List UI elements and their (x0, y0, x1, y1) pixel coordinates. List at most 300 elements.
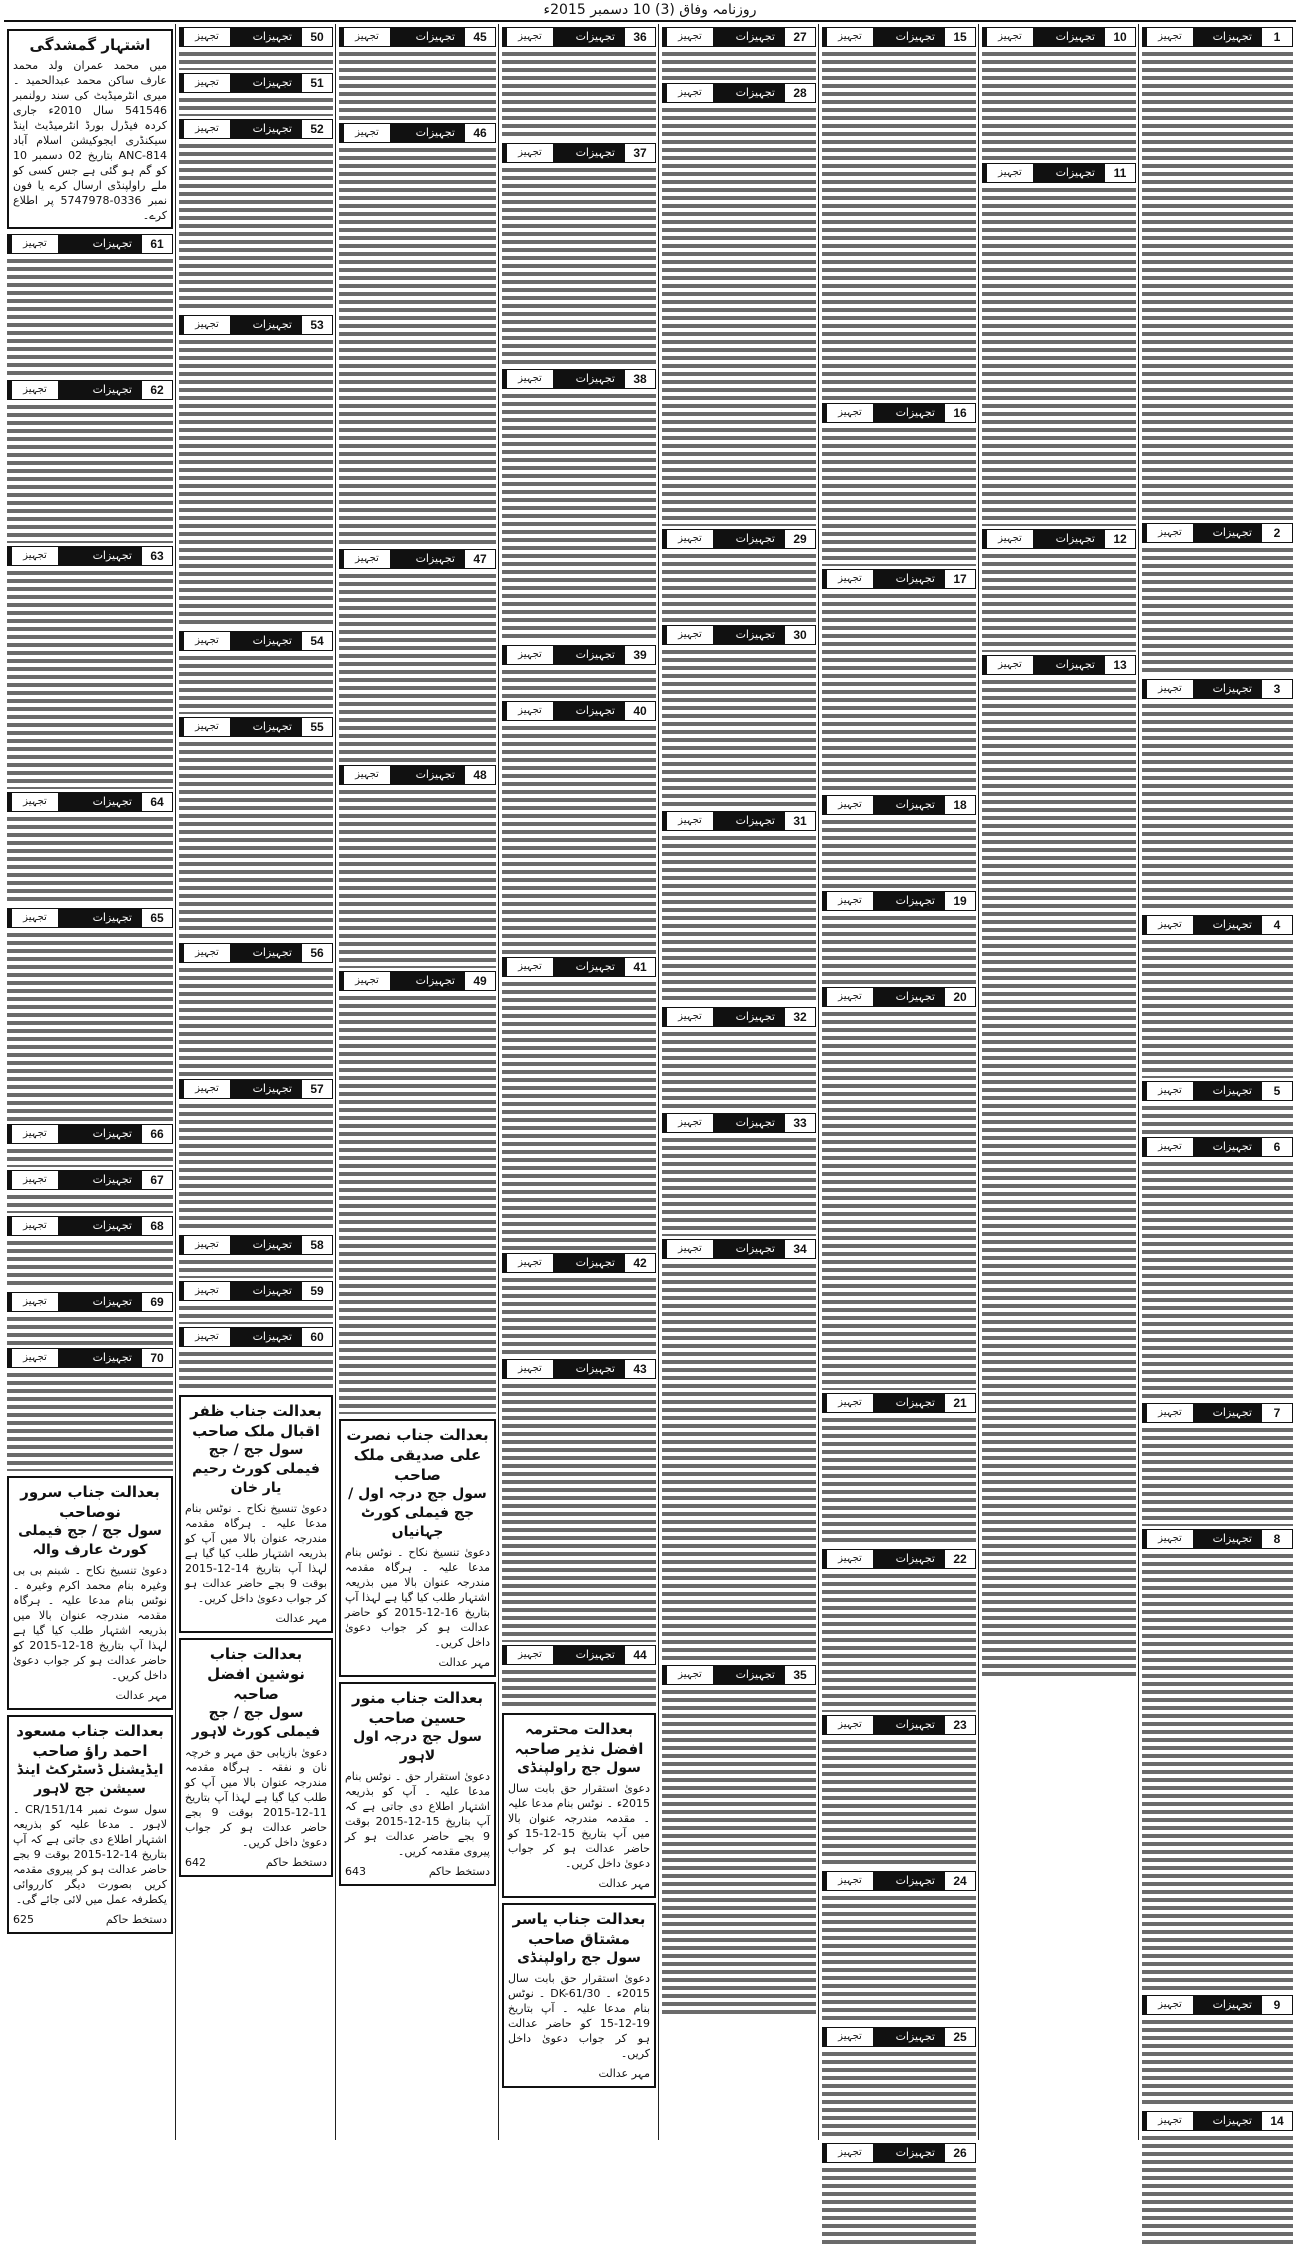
ad-number: 25 (945, 2028, 975, 2046)
ad-body-text (822, 1010, 976, 1390)
ad-heading-14 (1142, 2111, 1293, 2131)
ad-heading-16 (822, 403, 976, 423)
ad-heading-label: تجہیزات (735, 1242, 775, 1255)
ad-body-text (662, 1262, 816, 1662)
court-notice-signature (185, 1610, 327, 1627)
ad-number: 31 (785, 812, 815, 830)
court-notice (502, 1903, 656, 2088)
court-notice-court: سول جج / جج فیملی کورٹ عارف والہ (18, 1523, 162, 1558)
court-notice-title: بعدالت جناب یاسر مشتاق صاحب (512, 1910, 646, 1948)
ad-heading-tag: تجہیز (344, 28, 390, 46)
ad-body-text (662, 106, 816, 526)
court-notice-sign: دستخط حاکم (265, 1856, 327, 1869)
ad-heading-label: تجہیزات (735, 1010, 775, 1023)
ad-heading-tag: تجہیز (1147, 1404, 1193, 1422)
ad-number: 8 (1262, 1530, 1292, 1548)
ad-heading-tag: تجہیز (1147, 1138, 1193, 1156)
column-1 (1138, 24, 1296, 2140)
court-notice-sign: مہر عدالت (598, 2067, 650, 2080)
ad-heading-55 (179, 717, 333, 737)
court-notice-signature (345, 1863, 490, 1880)
ad-heading-label: تجہیزات (1212, 2114, 1252, 2127)
ad-heading-tag: تجہیز (987, 164, 1033, 182)
ad-heading-tag: تجہیز (827, 2144, 873, 2162)
ad-heading-label: تجہیزات (92, 383, 132, 396)
ad-heading-12 (982, 529, 1136, 549)
court-notice-court: سول جج راولپنڈی (517, 1760, 641, 1776)
ad-body-text (502, 1382, 656, 1642)
court-notice-signature (508, 1875, 650, 1892)
ad-heading-label: تجہیزات (92, 1127, 132, 1140)
ad-heading-tag: تجہیز (827, 892, 873, 910)
ad-heading-66 (7, 1124, 173, 1144)
court-notice-signature (508, 2065, 650, 2082)
ad-heading-tag: تجہیز (507, 144, 553, 162)
ad-heading-50 (179, 27, 333, 47)
ad-heading-tag: تجہیز (987, 28, 1033, 46)
ad-number: 22 (945, 1550, 975, 1568)
ad-number: 45 (465, 28, 495, 46)
ad-heading-label: تجہیزات (252, 122, 292, 135)
ad-heading-tag: تجہیز (667, 626, 713, 644)
court-notice-court: ایڈیشنل ڈسٹرکٹ اینڈ سیشن جج لاہور (16, 1762, 164, 1797)
ad-heading-tag: تجہیز (344, 972, 390, 990)
ad-heading-label: تجہیزات (1212, 918, 1252, 931)
ad-heading-label: تجہیزات (252, 1082, 292, 1095)
ad-heading-label: تجہیزات (735, 532, 775, 545)
court-notice-title: بعدالت جناب منور حسین صاحب (352, 1689, 483, 1727)
ad-number: 7 (1262, 1404, 1292, 1422)
ad-number: 34 (785, 1240, 815, 1258)
ad-body-text (822, 2166, 976, 2246)
ad-body-text (502, 1668, 656, 1708)
ad-heading-label: تجہیزات (895, 990, 935, 1003)
ad-body-text (502, 980, 656, 1250)
ad-heading-tag: تجہیز (184, 718, 230, 736)
column-4 (658, 24, 819, 2140)
ad-heading-tag: تجہیز (12, 909, 58, 927)
court-notice-number: 642 (185, 1856, 206, 1869)
ad-heading-label: تجہیزات (92, 911, 132, 924)
ad-body-text (7, 257, 173, 377)
court-notice-sign: مہر عدالت (115, 1689, 167, 1702)
ad-body-text (339, 50, 496, 120)
ad-heading-11 (982, 163, 1136, 183)
court-notice-body: دعویٰ تنسیخ نکاح ۔ شبنم بی بی وغیرہ بنام محمد اکرم وغیرہ ۔ نوٹس بنام مدعا علیہ ۔ ہرگاہ مقدمہ مندرجہ عنوان بالا میں بذریعہ اشتہار طلب کیا گیا ہے لہذا آپ بتاریخ 18-12-2015 کو حاضر عدالت ہو کر جواب دعویٰ داخل کریں۔ (13, 1564, 167, 1682)
ad-number: 27 (785, 28, 815, 46)
ad-heading-tag: تجہیز (1147, 2112, 1193, 2130)
ad-heading-5 (1142, 1081, 1293, 1101)
ad-heading-23 (822, 1715, 976, 1735)
ad-heading-29 (662, 529, 816, 549)
ad-number: 17 (945, 570, 975, 588)
ad-heading-42 (502, 1253, 656, 1273)
ad-heading-61 (7, 234, 173, 254)
ad-body-text (179, 966, 333, 1076)
ad-number: 5 (1262, 1082, 1292, 1100)
ad-heading-tag: تجہیز (12, 381, 58, 399)
ad-number: 37 (625, 144, 655, 162)
ad-number: 69 (142, 1293, 172, 1311)
ad-heading-label: تجہیزات (895, 2030, 935, 2043)
ad-heading-31 (662, 811, 816, 831)
ad-body-text (662, 1030, 816, 1110)
ad-heading-label: تجہیزات (1055, 658, 1095, 671)
ad-heading-32 (662, 1007, 816, 1027)
ad-heading-tag: تجہیز (184, 1236, 230, 1254)
ad-heading-label: تجہیزات (1212, 30, 1252, 43)
ad-heading-tag: تجہیز (507, 28, 553, 46)
ad-heading-tag: تجہیز (987, 530, 1033, 548)
ad-heading-17 (822, 569, 976, 589)
ad-heading-label: تجہیزات (895, 1552, 935, 1565)
lost-notice-body: میں محمد عمران ولد محمد عارف ساکن محمد عبدالحمید ۔ میری انٹرمیڈیٹ کی سند رولنمبر 541546 سال 2010ء جاری کردہ فیڈرل بورڈ انٹرمیڈیٹ اینڈ سیکنڈری ایجوکیشن اسلام آباد ANC-814 بتاریخ 02 دسمبر 10 کو گم ہو گئی ہے جس کسی کو ملے راولپنڈی ارسال کرے یا فون نمبر 0336-5747978 پر اطلاع کرے۔ (13, 59, 168, 222)
ad-heading-45 (339, 27, 496, 47)
ad-number: 33 (785, 1114, 815, 1132)
ad-heading-tag: تجہیز (184, 944, 230, 962)
ad-number: 56 (302, 944, 332, 962)
ad-body-text (502, 392, 656, 642)
ad-body-text (1142, 1160, 1293, 1400)
ad-heading-tag: تجہیز (344, 124, 390, 142)
ad-heading-59 (179, 1281, 333, 1301)
ad-heading-53 (179, 315, 333, 335)
court-notice-sign: مہر عدالت (275, 1612, 327, 1625)
ad-number: 15 (945, 28, 975, 46)
ad-number: 1 (1262, 28, 1292, 46)
ad-heading-label: تجہیزات (415, 126, 455, 139)
ad-heading-69 (7, 1292, 173, 1312)
ad-number: 44 (625, 1646, 655, 1664)
ad-heading-tag: تجہیز (12, 1293, 58, 1311)
ad-heading-label: تجہیزات (252, 634, 292, 647)
ad-heading-tag: تجہیز (667, 84, 713, 102)
ad-heading-label: تجہیزات (92, 795, 132, 808)
court-notice-sign: دستخط حاکم (428, 1865, 490, 1878)
ad-number: 68 (142, 1217, 172, 1235)
ad-number: 9 (1262, 1996, 1292, 2014)
ad-body-text (339, 788, 496, 968)
ad-heading-tag: تجہیز (1147, 1082, 1193, 1100)
ad-body-text (662, 552, 816, 622)
ad-body-text (822, 914, 976, 984)
ad-heading-label: تجہیزات (252, 318, 292, 331)
lost-document-notice (7, 29, 173, 229)
ad-body-text (1142, 2134, 1293, 2244)
ad-body-text (1142, 702, 1293, 912)
ad-number: 11 (1105, 164, 1135, 182)
ad-body-text (502, 166, 656, 366)
ad-number: 64 (142, 793, 172, 811)
ad-heading-tag: تجہیز (827, 2028, 873, 2046)
ad-body-text (179, 654, 333, 714)
ad-body-text (662, 1136, 816, 1236)
ad-heading-tag: تجہیز (344, 550, 390, 568)
ad-heading-label: تجہیزات (895, 1718, 935, 1731)
ad-number: 39 (625, 646, 655, 664)
ad-number: 14 (1262, 2112, 1292, 2130)
ad-number: 32 (785, 1008, 815, 1026)
ad-number: 42 (625, 1254, 655, 1272)
ad-body-text (7, 815, 173, 905)
ad-heading-label: تجہیزات (895, 2146, 935, 2159)
ad-heading-label: تجہیزات (895, 1874, 935, 1887)
ad-heading-tag: تجہیز (667, 1666, 713, 1684)
ad-heading-tag: تجہیز (987, 656, 1033, 674)
ad-heading-tag: تجہیز (667, 1114, 713, 1132)
ad-heading-67 (7, 1170, 173, 1190)
ad-heading-label: تجہیزات (415, 974, 455, 987)
ad-body-text (179, 1102, 333, 1232)
ad-body-text (7, 1147, 173, 1167)
ad-body-text (662, 648, 816, 808)
masthead-rule (4, 20, 1296, 22)
court-notice (339, 1682, 496, 1886)
ad-heading-label: تجہیزات (415, 30, 455, 43)
ad-heading-48 (339, 765, 496, 785)
ad-body-text (7, 1315, 173, 1345)
ad-heading-label: تجہیزات (575, 1256, 615, 1269)
ad-heading-7 (1142, 1403, 1293, 1423)
court-notice-court: سول جج راولپنڈی (517, 1950, 641, 1966)
ad-number: 46 (465, 124, 495, 142)
ad-heading-label: تجہیزات (252, 76, 292, 89)
court-notice-number: 625 (13, 1913, 34, 1926)
ad-heading-tag: تجہیز (1147, 916, 1193, 934)
masthead: روزنامہ وفاق (3) 10 دسمبر 2015ء (543, 2, 757, 18)
ad-heading-label: تجہیزات (252, 30, 292, 43)
ad-number: 59 (302, 1282, 332, 1300)
ad-heading-tag: تجہیز (184, 632, 230, 650)
ad-heading-33 (662, 1113, 816, 1133)
ad-body-text (982, 50, 1136, 160)
ad-body-text (1142, 938, 1293, 1078)
ad-heading-tag: تجہیز (507, 702, 553, 720)
ad-heading-tag: تجہیز (507, 1254, 553, 1272)
ad-body-text (822, 50, 976, 400)
lost-notice-title: اشتہار گمشدگی (29, 36, 151, 54)
ad-heading-44 (502, 1645, 656, 1665)
ad-heading-63 (7, 546, 173, 566)
ad-heading-51 (179, 73, 333, 93)
ad-body-text (822, 1416, 976, 1546)
ad-heading-label: تجہیزات (1055, 30, 1095, 43)
ad-heading-21 (822, 1393, 976, 1413)
ad-heading-label: تجہیزات (895, 572, 935, 585)
ad-body-text (1142, 2018, 1293, 2108)
ad-heading-1 (1142, 27, 1293, 47)
ad-heading-label: تجہیزات (895, 894, 935, 907)
ad-number: 49 (465, 972, 495, 990)
court-notice-body: دعویٰ استقرار حق بابت سال 2015ء ۔ نوٹس بنام مدعا علیہ ۔ مقدمہ مندرجہ عنوان بالا میں آپ بتاریخ 15-12-15 کو حاضر عدالت ہو کر جواب دعویٰ داخل کریں۔ (508, 1782, 650, 1870)
ad-number: 36 (625, 28, 655, 46)
ad-heading-41 (502, 957, 656, 977)
ad-body-text (1142, 1426, 1293, 1526)
ad-body-text (179, 1258, 333, 1278)
ad-number: 57 (302, 1080, 332, 1098)
ad-heading-label: تجہیزات (575, 30, 615, 43)
column-3 (818, 24, 979, 2160)
ad-body-text (662, 834, 816, 1004)
court-notice-sign: مہر عدالت (438, 1656, 490, 1669)
ad-heading-47 (339, 549, 496, 569)
ad-number: 18 (945, 796, 975, 814)
ad-heading-label: تجہیزات (575, 704, 615, 717)
ad-body-text (502, 668, 656, 698)
ad-heading-tag: تجہیز (1147, 1530, 1193, 1548)
ad-heading-label: تجہیزات (575, 648, 615, 661)
ad-heading-label: تجہیزات (252, 720, 292, 733)
ad-number: 23 (945, 1716, 975, 1734)
ad-heading-tag: تجہیز (827, 1872, 873, 1890)
ad-body-text (822, 2050, 976, 2140)
ad-heading-54 (179, 631, 333, 651)
ad-heading-tag: تجہیز (827, 796, 873, 814)
column-2 (978, 24, 1139, 2140)
ad-heading-label: تجہیزات (1212, 1532, 1252, 1545)
ad-heading-label: تجہیزات (92, 549, 132, 562)
ad-heading-tag: تجہیز (12, 1217, 58, 1235)
ad-heading-tag: تجہیز (1147, 524, 1193, 542)
ad-heading-tag: تجہیز (507, 1646, 553, 1664)
ad-heading-label: تجہیزات (895, 798, 935, 811)
ad-number: 67 (142, 1171, 172, 1189)
ad-body-text (502, 50, 656, 140)
court-notice-title: بعدالت جناب سرور نوصاحب (20, 1483, 160, 1521)
ad-heading-9 (1142, 1995, 1293, 2015)
ad-heading-65 (7, 908, 173, 928)
ad-heading-25 (822, 2027, 976, 2047)
ad-heading-tag: تجہیز (827, 1550, 873, 1568)
court-notice (179, 1638, 333, 1877)
ad-body-text (339, 572, 496, 762)
court-notice-signature (185, 1854, 327, 1871)
ad-heading-label: تجہیزات (735, 814, 775, 827)
ad-body-text (822, 1738, 976, 1868)
ad-number: 24 (945, 1872, 975, 1890)
ad-heading-34 (662, 1239, 816, 1259)
court-notice (339, 1419, 496, 1677)
ad-heading-28 (662, 83, 816, 103)
ad-heading-label: تجہیزات (895, 1396, 935, 1409)
ad-body-text (822, 592, 976, 792)
ad-heading-8 (1142, 1529, 1293, 1549)
ad-number: 50 (302, 28, 332, 46)
newspaper-page (4, 24, 1296, 2160)
ad-heading-22 (822, 1549, 976, 1569)
ad-number: 3 (1262, 680, 1292, 698)
ad-number: 54 (302, 632, 332, 650)
ad-body-text (7, 1193, 173, 1213)
ad-heading-tag: تجہیز (667, 812, 713, 830)
ad-number: 52 (302, 120, 332, 138)
ad-number: 47 (465, 550, 495, 568)
ad-body-text (502, 1276, 656, 1356)
ad-heading-label: تجہیزات (252, 1284, 292, 1297)
court-notice-body: دعویٰ تنسیخ نکاح ۔ نوٹس بنام مدعا علیہ ۔ ہرگاہ مقدمہ مندرجہ عنوان بالا میں آپ کو بذریعہ اشتہار طلب کیا گیا ہے لہذا آپ بتاریخ 14-12-2015 بوقت 9 بجے حاضر عدالت ہو کر جواب دعویٰ داخل کریں۔ (185, 1502, 327, 1605)
ad-heading-label: تجہیزات (1055, 532, 1095, 545)
ad-heading-tag: تجہیز (507, 370, 553, 388)
ad-body-text (179, 50, 333, 70)
ad-body-text (179, 96, 333, 116)
court-notice-court: سول جج / جج فیملی کورٹ لاہور (191, 1705, 321, 1740)
ad-heading-label: تجہیزات (735, 1668, 775, 1681)
ad-heading-label: تجہیزات (895, 406, 935, 419)
ad-heading-19 (822, 891, 976, 911)
ad-heading-label: تجہیزات (575, 960, 615, 973)
court-notice-body: سول سوٹ نمبر CR/151/14 ۔ لاہور ۔ مدعا علیہ کو بذریعہ اشتہار اطلاع دی جاتی ہے کہ آپ بتاریخ 14-12-2015 بوقت 9 بجے حاضر عدالت ہو کر پیروی مقدمہ کریں بصورت دیگر کارروائی یکطرفہ عمل میں لائی جائے گی۔ (13, 1803, 168, 1906)
ad-body-text (7, 1371, 173, 1471)
ad-heading-label: تجہیزات (735, 628, 775, 641)
ad-heading-label: تجہیزات (252, 1330, 292, 1343)
court-notice-body: دعویٰ تنسیخ نکاح ۔ نوٹس بنام مدعا علیہ ۔ ہرگاہ مقدمہ مندرجہ عنوان بالا میں بذریعہ اشتہار طلب کیا گیا ہے لہذا آپ بتاریخ 16-12-2015 کو حاضر عدالت ہو کر جواب دعویٰ داخل کریں۔ (345, 1546, 490, 1649)
ad-body-text (179, 740, 333, 940)
ad-number: 16 (945, 404, 975, 422)
court-notice (179, 1395, 333, 1633)
court-notice-court: سول جج درجہ اول لاہور (353, 1729, 482, 1764)
ad-heading-label: تجہیزات (92, 1173, 132, 1186)
ad-number: 61 (142, 235, 172, 253)
ad-heading-tag: تجہیز (12, 793, 58, 811)
ad-heading-30 (662, 625, 816, 645)
ad-body-text (982, 678, 1136, 1678)
ad-heading-label: تجہیزات (735, 1116, 775, 1129)
ad-number: 28 (785, 84, 815, 102)
ad-body-text (7, 569, 173, 789)
ad-heading-tag: تجہیز (827, 28, 873, 46)
ad-heading-57 (179, 1079, 333, 1099)
ad-body-text (822, 1572, 976, 1712)
ad-heading-62 (7, 380, 173, 400)
ad-number: 48 (465, 766, 495, 784)
ad-heading-label: تجہیزات (252, 1238, 292, 1251)
ad-body-text (339, 146, 496, 546)
court-notice-sign: مہر عدالت (598, 1877, 650, 1890)
court-notice-court: سول جج / جج فیملی کورٹ رحیم یار خان (192, 1442, 320, 1496)
ad-heading-label: تجہیزات (415, 768, 455, 781)
ad-heading-tag: تجہیز (184, 1328, 230, 1346)
ad-heading-label: تجہیزات (575, 372, 615, 385)
ad-heading-tag: تجہیز (1147, 28, 1193, 46)
ad-number: 60 (302, 1328, 332, 1346)
ad-body-text (982, 186, 1136, 526)
ad-heading-tag: تجہیز (507, 958, 553, 976)
ad-heading-tag: تجہیز (667, 530, 713, 548)
ad-heading-20 (822, 987, 976, 1007)
ad-heading-68 (7, 1216, 173, 1236)
ad-number: 41 (625, 958, 655, 976)
ad-heading-2 (1142, 523, 1293, 543)
ad-body-text (179, 1304, 333, 1324)
ad-heading-label: تجہیزات (92, 1219, 132, 1232)
ad-heading-tag: تجہیز (184, 1080, 230, 1098)
ad-heading-tag: تجہیز (667, 1008, 713, 1026)
ad-number: 38 (625, 370, 655, 388)
ad-number: 66 (142, 1125, 172, 1143)
ad-heading-tag: تجہیز (12, 1125, 58, 1143)
ad-body-text (822, 818, 976, 888)
ad-heading-70 (7, 1348, 173, 1368)
ad-heading-tag: تجہیز (12, 1171, 58, 1189)
column-6 (335, 24, 499, 2140)
ad-heading-tag: تجہیز (184, 74, 230, 92)
ad-heading-35 (662, 1665, 816, 1685)
ad-heading-tag: تجہیز (184, 28, 230, 46)
ad-body-text (7, 1239, 173, 1289)
column-7 (175, 24, 336, 2140)
ad-body-text (339, 994, 496, 1414)
ad-heading-tag: تجہیز (344, 766, 390, 784)
